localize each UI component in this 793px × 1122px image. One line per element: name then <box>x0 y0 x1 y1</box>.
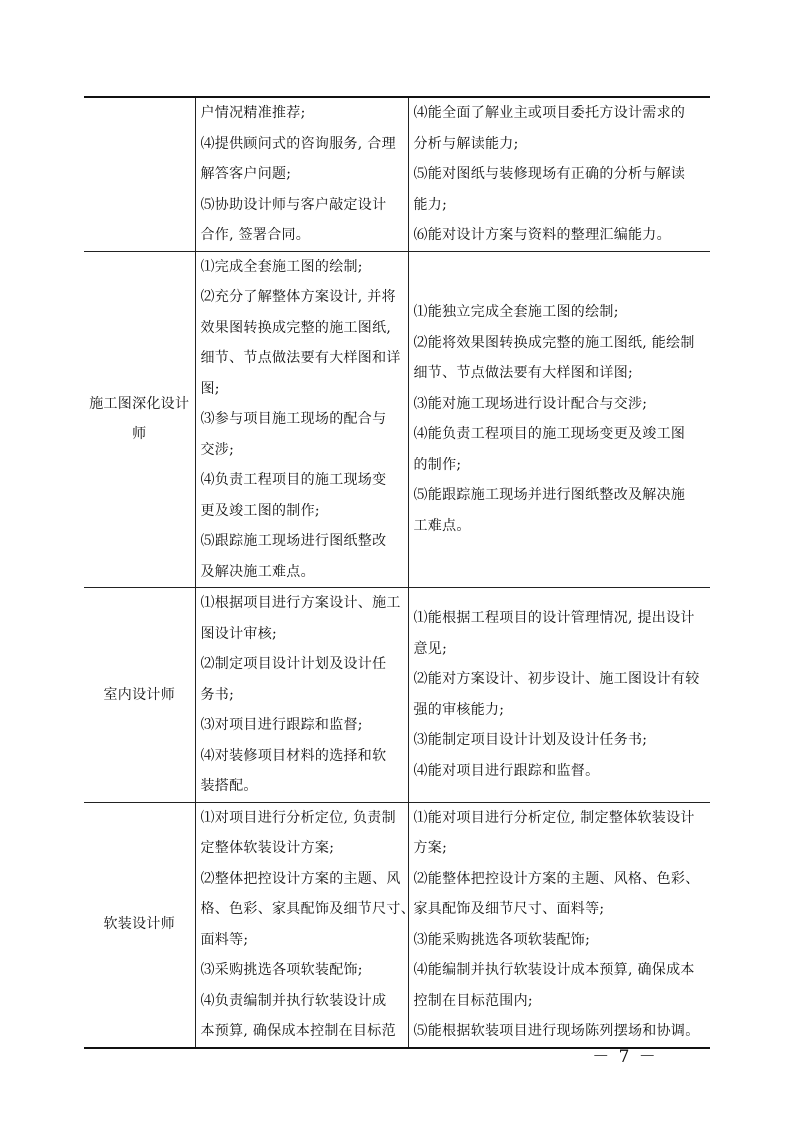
duties-cell <box>195 97 408 251</box>
requirement-line: 工难点。 <box>413 517 471 534</box>
role-cell <box>84 97 195 251</box>
requirement-line: 细节、节点做法要有大样图和详图; <box>413 365 634 382</box>
duty-line: ⑴完成全套施工图的绘制; <box>200 258 363 275</box>
duties-cell <box>195 251 408 588</box>
duties-cell <box>195 802 415 1048</box>
requirement-line: 能力; <box>413 196 448 213</box>
duty-line: ⑷提供顾问式的咨询服务, 合理 <box>200 135 396 152</box>
duty-line: 交涉; <box>200 441 235 458</box>
page-number: － 7 － <box>592 1047 658 1067</box>
duty-line: 装搭配。 <box>200 778 258 794</box>
duty-line: 格、色彩、家具配饰及细节尺寸、 <box>200 901 415 917</box>
duty-line: ⑶对项目进行跟踪和监督; <box>200 717 363 733</box>
requirement-line: 方案; <box>413 840 448 856</box>
requirements-cell <box>408 97 710 251</box>
duty-line: ⑵充分了解整体方案设计, 并将 <box>200 289 396 305</box>
duty-line: ⑵整体把控设计方案的主题、风 <box>200 870 401 887</box>
requirements-cell <box>408 802 710 1048</box>
duty-line: 本预算, 确保成本控制在目标范 <box>200 1023 396 1039</box>
duty-line: 图; <box>200 380 220 397</box>
duty-line: ⑷负责编制并执行软装设计成 <box>200 992 387 1009</box>
requirement-line: ⑴能独立完成全套施工图的绘制; <box>413 304 619 321</box>
requirement-line: ⑷能全面了解业主或项目委托方设计需求的 <box>413 105 686 121</box>
requirement-line: ⑹能对设计方案与资料的整理汇编能力。 <box>413 227 671 243</box>
duty-line: 户情况精准推荐; <box>200 105 306 121</box>
duty-line: 定整体软装设计方案; <box>200 840 335 856</box>
table-row <box>84 251 710 588</box>
duty-line: 细节、节点做法要有大样图和详 <box>200 350 401 366</box>
duty-line: ⑷对装修项目材料的选择和软 <box>200 747 387 764</box>
requirement-line: 的制作; <box>413 456 462 473</box>
duty-line: ⑶采购挑选各项软装配饰; <box>200 962 363 978</box>
requirement-line: ⑴能根据工程项目的设计管理情况, 提出设计 <box>413 610 695 627</box>
table-row <box>84 97 710 251</box>
duty-line: 面料等; <box>200 931 249 948</box>
table-row <box>84 802 710 1048</box>
duty-line: 解答客户问题; <box>200 166 292 182</box>
role-cell: 室内设计师 <box>84 588 195 803</box>
duty-line: ⑸协助设计师与客户敲定设计 <box>200 196 387 213</box>
requirement-line: 控制在目标范围内; <box>413 992 533 1009</box>
requirements-cell <box>408 251 710 588</box>
job-requirements-table <box>84 96 710 1049</box>
requirement-line: ⑵能整体把控设计方案的主题、风格、色彩、 <box>413 870 700 887</box>
requirement-line: ⑵能对方案设计、初步设计、施工图设计有较 <box>413 671 700 688</box>
duty-line: ⑶参与项目施工现场的配合与 <box>200 411 387 427</box>
requirements-cell <box>408 588 710 803</box>
duty-line: ⑴对项目进行分析定位, 负责制 <box>200 809 396 826</box>
table-row <box>84 588 710 803</box>
requirement-line: ⑷能编制并执行软装设计成本预算, 确保成本 <box>413 962 695 978</box>
requirement-line: ⑶能对施工现场进行设计配合与交涉; <box>413 395 648 412</box>
duty-line: 合作, 签署合同。 <box>200 227 311 243</box>
requirement-line: ⑶能制定项目设计计划及设计任务书; <box>413 732 648 749</box>
requirement-line: 意见; <box>413 640 448 657</box>
duty-line: 及解决施工难点。 <box>200 563 315 580</box>
requirement-line: ⑶能采购挑选各项软装配饰; <box>413 931 591 948</box>
requirement-line: ⑵能将效果图转换成完整的施工图纸, 能绘制 <box>413 334 695 351</box>
requirement-line: 分析与解读能力; <box>413 135 519 152</box>
requirement-line: 强的审核能力; <box>413 701 505 718</box>
duty-line: ⑴根据项目进行方案设计、施工 <box>200 595 401 611</box>
requirement-line: ⑸能根据软装项目进行现场陈列摆场和协调。 <box>413 1023 700 1039</box>
requirement-line: ⑴能对项目进行分析定位, 制定整体软装设计 <box>413 809 695 826</box>
duties-cell <box>195 588 408 803</box>
duty-line: ⑵制定项目设计计划及设计任 <box>200 656 387 672</box>
requirement-line: ⑷能对项目进行跟踪和监督。 <box>413 762 600 779</box>
duty-line: 务书; <box>200 686 235 703</box>
requirement-line: ⑷能负责工程项目的施工现场变更及竣工图 <box>413 426 686 443</box>
duty-line: 效果图转换成完整的施工图纸, <box>200 319 392 336</box>
role-cell: 施工图深化设计师 <box>84 251 195 588</box>
requirement-line: ⑸能对图纸与装修现场有正确的分析与解读 <box>413 166 686 182</box>
duty-line: 更及竣工图的制作; <box>200 502 320 519</box>
duty-line: ⑸跟踪施工现场进行图纸整改 <box>200 533 387 549</box>
role-cell: 软装设计师 <box>84 802 195 1048</box>
requirement-line: 家具配饰及细节尺寸、面料等; <box>413 901 605 917</box>
duty-line: ⑷负责工程项目的施工现场变 <box>200 472 387 488</box>
duty-line: 图设计审核; <box>200 625 278 642</box>
requirement-line: ⑸能跟踪施工现场并进行图纸整改及解决施 <box>413 487 686 504</box>
